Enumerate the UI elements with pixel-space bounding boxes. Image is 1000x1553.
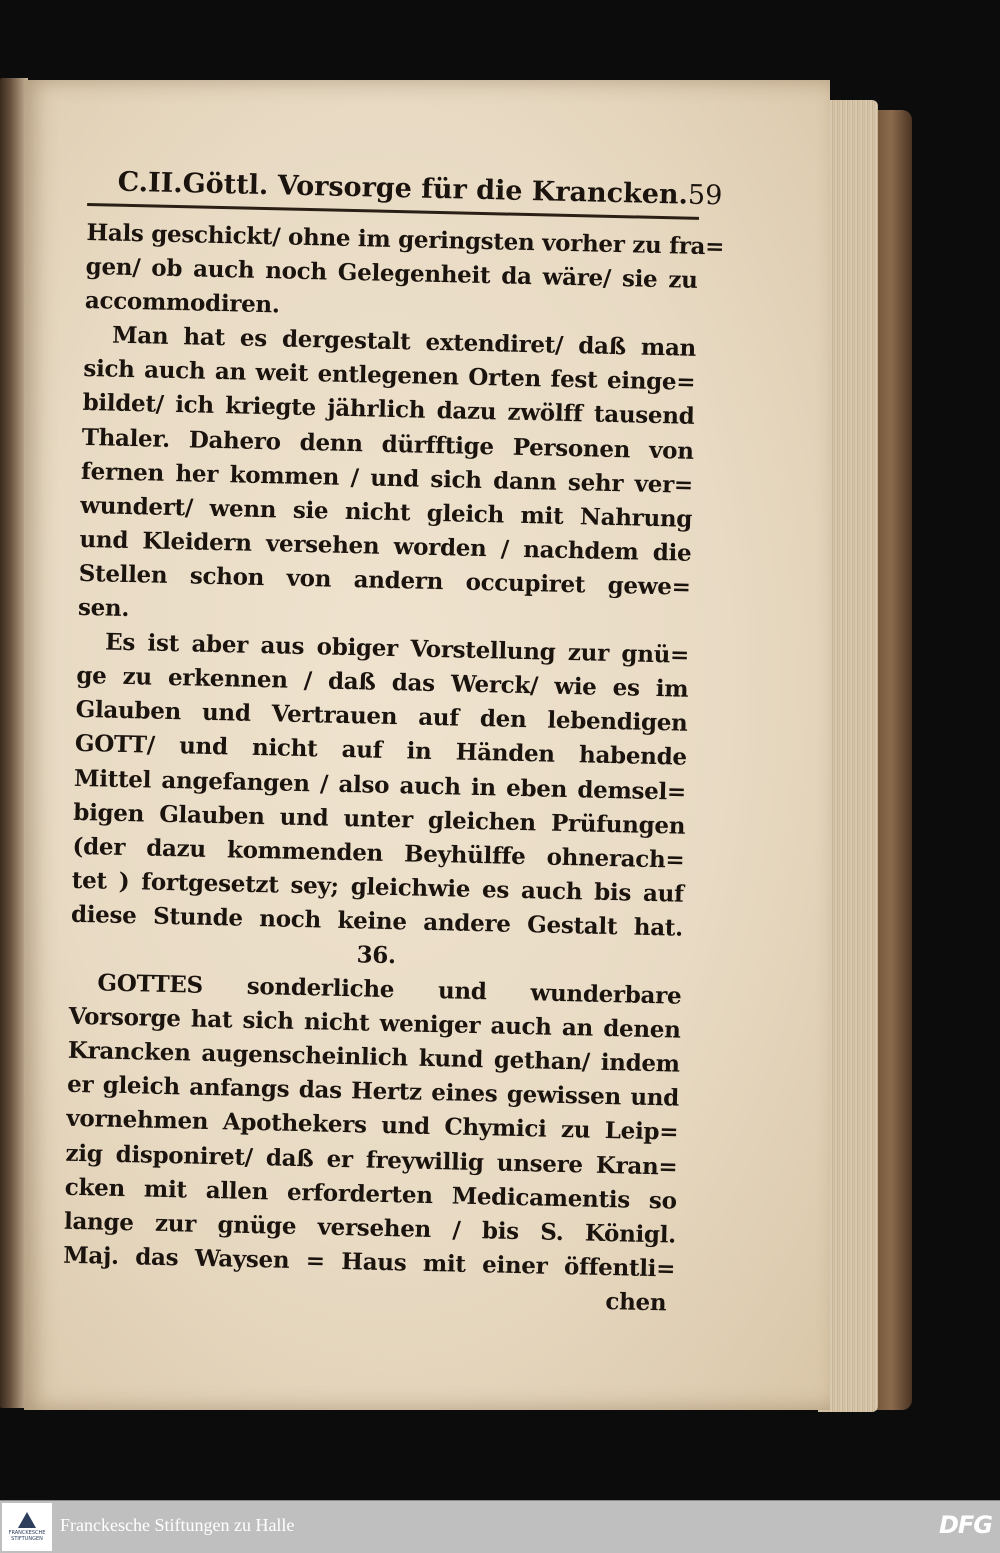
text-line: ge zu erkennen / daß das Werck/ wie es im (76, 662, 689, 703)
body-text (62, 216, 725, 1321)
text-line: Krancken augenscheinlich kund gethan/ indem (67, 1037, 681, 1078)
text-line: diese Stunde noch keine andere Gestalt hat. (70, 900, 684, 942)
text-line: fernen her kommen / und sich dann sehr ver= (80, 457, 694, 499)
running-head-title: C.II.Göttl. Vorsorge für die Krancken. (117, 166, 689, 211)
institution-name[interactable]: Franckesche Stiftungen zu Halle (60, 1515, 295, 1535)
page-number: 59 (687, 179, 723, 212)
dfg-logo[interactable]: DFG (938, 1511, 992, 1539)
text-line: cken mit allen erforderten Medicamentis so (64, 1173, 677, 1215)
text-line: bigen Glauben und unter gleichen Prüfungen (73, 798, 686, 840)
text-line: Es ist aber aus obiger Vorstellung zur gnü= (104, 628, 690, 669)
text-line: gen/ ob auch noch Gelegenheit da wäre/ sie zu (85, 253, 698, 294)
page-text (62, 166, 725, 1321)
text-line: Stellen schon von andern occupiret gewe= (78, 559, 691, 601)
text-line: GOTTES sonderliche und wunderbare (97, 969, 682, 1010)
text-line: GOTT/ und nicht auf in Händen habende (74, 730, 688, 772)
text-line: Maj. das Waysen = Haus mit einer öffentli= (62, 1241, 676, 1283)
institution-logo[interactable] (2, 1503, 52, 1551)
text-line: Mittel angefangen / also auch in eben demsel= (73, 764, 687, 806)
viewer-footer (0, 1500, 1000, 1553)
text-line: vornehmen Apothekers und Chymici zu Leip= (66, 1105, 679, 1147)
text-line: Man hat es dergestalt extendiret/ daß man (111, 321, 697, 363)
text-line: accommodiren. (84, 287, 280, 319)
institution-logo-icon (18, 1512, 36, 1528)
text-line: sich auch an weit entlegenen Orten fest einge= (83, 355, 696, 397)
text-line: zig disponiret/ daß er freywillig unsere Kran= (65, 1139, 678, 1181)
text-line: lange zur gnüge versehen / bis S. Königl. (63, 1207, 677, 1249)
catchword: chen (605, 1287, 667, 1317)
text-line: bildet/ ich kriegte jährlich dazu zwölff tausend (82, 389, 695, 431)
text-line: Vorsorge hat sich nicht weniger auch an denen (68, 1002, 681, 1044)
text-line: Glauben und Vertrauen auf den lebendigen (75, 696, 688, 738)
text-line: wundert/ wenn sie nicht gleich mit Nahrung (79, 491, 693, 533)
institution-logo-text: FRANCKESCHE STIFTUNGEN (8, 1530, 46, 1542)
section-number: 36. (356, 941, 397, 970)
text-line: Thaler. Dahero denn dürfftige Personen von (81, 423, 694, 465)
text-line: Hals geschickt/ ohne im geringsten vorher zu fra= (86, 218, 725, 261)
text-line: und Kleidern versehen worden / nachdem die (79, 525, 692, 567)
text-line: sen. (77, 593, 130, 623)
text-line: tet ) fortgesetzt sey; gleichwie es auch bis auf (71, 866, 684, 908)
text-line: er gleich anfangs das Hertz eines gewissen und (66, 1071, 680, 1112)
text-line: (der dazu kommenden Beyhülffe ohnerach= (72, 832, 685, 874)
